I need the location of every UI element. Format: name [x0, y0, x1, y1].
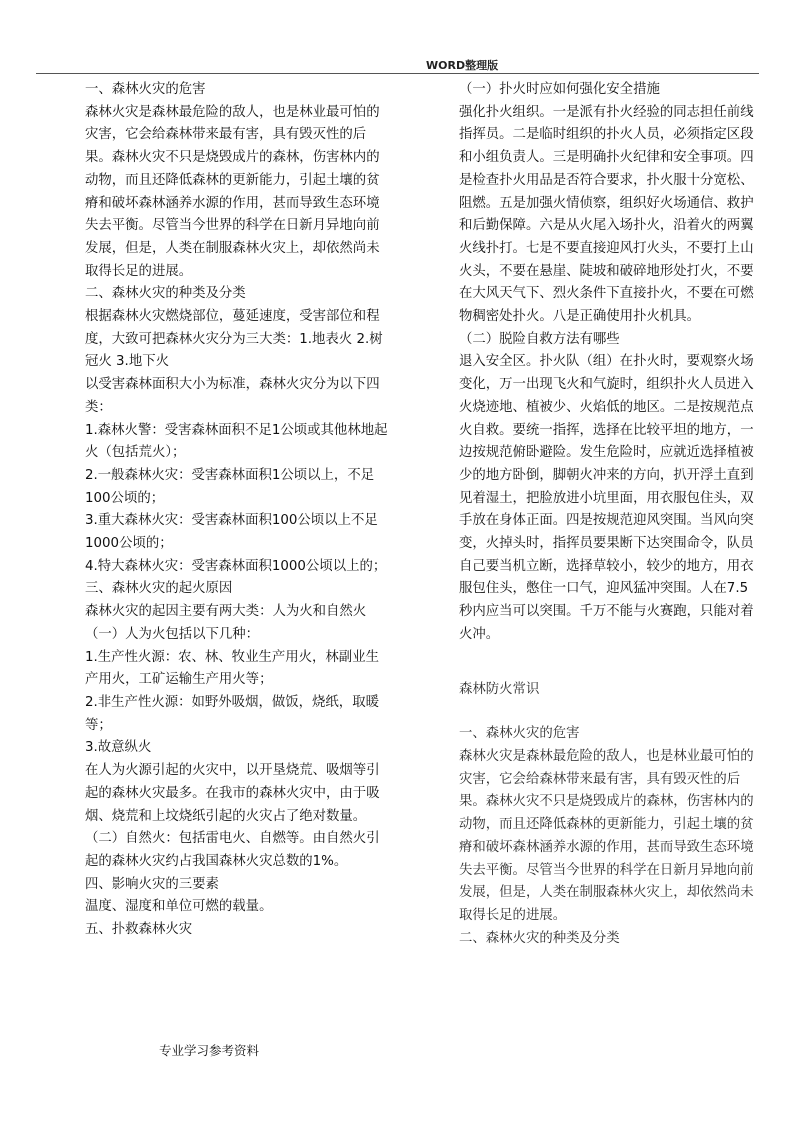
heading-fire-hazard-repeat: 一、森林火灾的危害 [459, 726, 580, 742]
subheading-human-fire: （一）人为火包括以下几种： [85, 626, 260, 642]
list-item-general-fire: 2.一般森林火灾：受害森林面积1公顷以上，不足100公顷的； [85, 467, 375, 506]
paragraph-fire-hazard-repeat: 森林火灾是森林最危险的敌人，也是林业最可怕的灾害，它会给森林带来最有害，具有毁灭性的后果。森林火灾不只是烧毁成片的森林，伤害林内的动物，而且还降低森林的更新能力，引起土壤的贫瘠和破坏森林涵养水源的作用，甚而导致生态环境失去平衡。尽管当今世界的科学在日新月异地向前发展，但是，人类在制服森林火灾上，却依然尚未取得长足的进展。 [459, 748, 754, 923]
list-item-nonproductive-source: 2.非生产性火源：如野外吸烟，做饭，烧纸，取暖等； [85, 694, 379, 733]
list-item-fire-alert: 1.森林火警：受害森林面积不足1公顷或其他林地起火（包括荒火）； [85, 422, 388, 461]
paragraph-fire-hazard: 森林火灾是森林最危险的敌人，也是林业最可怕的灾害，它会给森林带来最有害，具有毁灭性的后果。森林火灾不只是烧毁成片的森林，伤害林内的动物，而且还降低森林的更新能力，引起土壤的贫瘠和破坏森林涵养水源的作用，甚而导致生态环境失去平衡。尽管当今世界的科学在日新月异地向前发展，但是，人类在制服森林火灾上，却依然尚未取得长足的进展。 [85, 104, 380, 279]
paragraph-three-factors: 温度、湿度和单位可燃的载量。 [85, 899, 273, 915]
paragraph-escape-methods: 退入安全区。扑火队（组）在扑火时，要观察火场变化，万一出现飞火和气旋时，组织扑火人员进入火烧迹地、植被少、火焰低的地区。二是按规范点火自救。要统一指挥，选择在比较平坦的地方，一边按规范俯卧避险。发生危险时，应就近选择植被少的地方卧倒，脚朝火冲来的方向，扒开浮土直到见着湿土，把脸放进小坑里面，用衣服包住头，双手放在身体正面。四是按规范迎风突围。当风向突变，火掉头时，指挥员要果断下达突围命令，队员自己要当机立断，选择草较小，较少的地方，用衣服包住头，憋住一口气，迎风猛冲突围。人在7.5秒内应当可以突围。千万不能与火赛跑，只能对着火冲。 [459, 354, 754, 642]
paragraph-safety-measures: 强化扑火组织。一是派有扑火经验的同志担任前线指挥员。二是临时组织的扑火人员，必须指定区段和小组负责人。三是明确扑火纪律和安全事项。四是检查扑火用品是否符合要求，扑火服十分宽松、阻燃。五是加强火情侦察，组织好火场通信、救护和后勤保障。六是从火尾入场扑火，沿着火的两翼火线扑打。七是不要直接迎风打火头，不要打上山火头，不要在悬崖、陡坡和破碎地形处打火，不要在大风天气下、烈火条件下直接扑火，不要在可燃物稠密处扑火。八是正确使用扑火机具。 [459, 104, 754, 325]
page-footer: 专业学习参考资料 [159, 1043, 260, 1058]
heading-fire-types: 二、森林火灾的种类及分类 [85, 286, 246, 302]
left-column [85, 79, 390, 942]
heading-fire-types-repeat: 二、森林火灾的种类及分类 [459, 930, 620, 946]
right-column [459, 79, 759, 950]
list-item-major-fire: 3.重大森林火灾：受害森林面积100公顷以上不足1000公顷的； [85, 513, 378, 552]
list-item-productive-source: 1.生产性火源：农、林、牧业生产用火，林副业生产用火，工矿运输生产用火等； [85, 649, 379, 688]
heading-three-factors: 四、影响火灾的三要素 [85, 876, 219, 892]
paragraph-fire-types: 根据森林火灾燃烧部位，蔓延速度，受害部位和程度，大致可把森林火灾分为三大类：1.地表火 2.树冠火 3.地下火 [85, 309, 383, 370]
subheading-safety-measures: （一）扑火时应如何强化安全措施 [459, 82, 660, 97]
spacer [459, 701, 759, 723]
section-title: 森林防火常识 [459, 681, 540, 697]
heading-fire-hazard: 一、森林火灾的危害 [85, 82, 206, 97]
paragraph-area-classes: 以受害森林面积大小为标准，森林火灾分为以下四类： [85, 377, 380, 415]
header-divider [36, 73, 759, 74]
spacer [459, 647, 759, 679]
paragraph-natural-fire: （二）自然火：包括雷电火、自燃等。由自然火引起的森林火灾约占我国森林火灾总数的1%。 [85, 831, 380, 869]
list-item-arson: 3.故意纵火 [85, 740, 152, 756]
subheading-escape-methods: （二）脱险自救方法有哪些 [459, 331, 620, 347]
page-header: WORD整理版 [426, 59, 499, 72]
heading-fire-causes: 三、森林火灾的起火原因 [85, 581, 233, 597]
list-item-extreme-fire: 4.特大森林火灾：受害森林面积1000公顷以上的； [85, 558, 387, 574]
paragraph-fire-causes: 森林火灾的起因主要有两大类：人为火和自然火 [85, 604, 367, 620]
heading-fighting-fires: 五、扑救森林火灾 [85, 922, 193, 938]
paragraph-human-fire-stats: 在人为火源引起的火灾中，以开垦烧荒、吸烟等引起的森林火灾最多。在我市的森林火灾中，由于吸烟、烧荒和上坟烧纸引起的火灾占了绝对数量。 [85, 763, 380, 824]
